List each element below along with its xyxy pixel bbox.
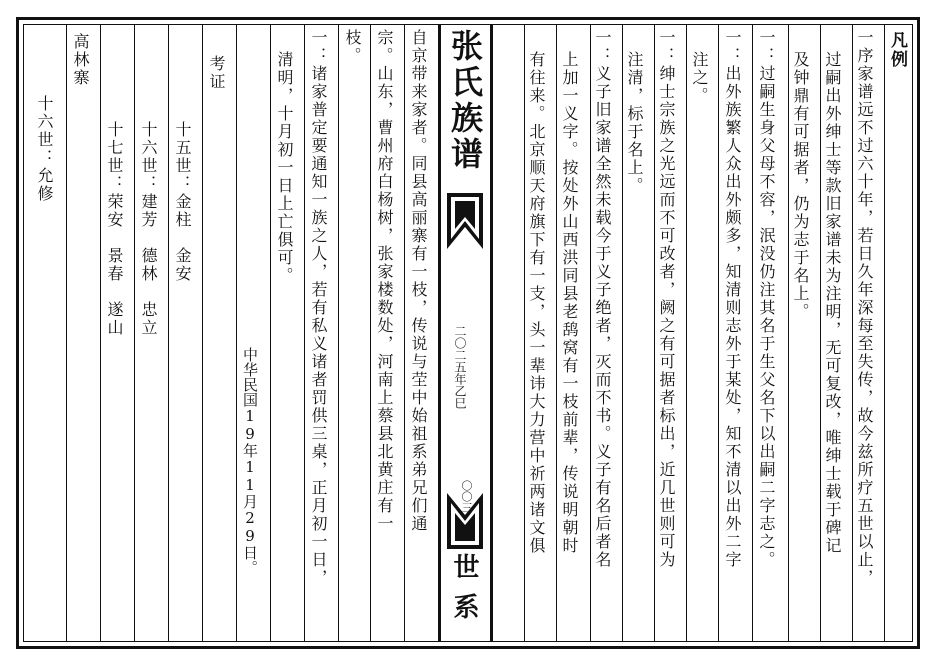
column-rule xyxy=(884,25,885,641)
left-line-2: 宗。山东，曹州府白杨树，张家楼数处，河南上蔡县北黄庄有一 xyxy=(375,29,394,533)
rule-line-6: 注之。 xyxy=(690,51,709,105)
column-rule xyxy=(686,25,687,641)
signature-date: 中华民国19年11月29日。 xyxy=(241,347,259,575)
column-rule xyxy=(820,25,821,641)
rule-line-2: 过嗣出外绅士等款旧家谱未为注明，无可复改，唯绅士载于碑记 xyxy=(823,51,842,555)
spine-rule-right xyxy=(490,25,493,641)
spine-section: 世系 xyxy=(449,553,479,633)
rule-line-11: 有往来。北京顺天府旗下有一支，头一辈讳大力营中祈两诸文俱 xyxy=(527,51,546,555)
left-line-5: 清明，十月初一日上亡俱可。 xyxy=(275,51,294,285)
page-inner-border xyxy=(23,24,913,642)
rule-line-3: 及钟鼎有可据者，仍为志于名上。 xyxy=(791,51,810,321)
lineage-village: 高林寨 xyxy=(71,33,90,87)
rule-line-9: 一：义子旧家谱全然未载今于义子绝者，灭而不书。义子有名后者名 xyxy=(593,29,612,569)
column-rule xyxy=(100,25,101,641)
lineage-gen15: 十五世：金柱 金安 xyxy=(173,121,192,283)
lineage-gen16-yunxiu: 十六世：允修 xyxy=(35,95,54,203)
spine-title: 张氏族谱 xyxy=(446,29,484,173)
page-frame xyxy=(16,17,920,649)
spine-date: 二〇二五年乙巳 xyxy=(453,325,467,409)
column-rule xyxy=(338,25,339,641)
column-rule xyxy=(66,25,67,641)
left-line-3: 枝。 xyxy=(343,29,362,65)
rule-line-8: 注清，标于名上。 xyxy=(625,51,644,195)
fishtail-top-icon xyxy=(447,193,483,249)
column-rule xyxy=(718,25,719,641)
column-rule xyxy=(202,25,203,641)
rule-line-5: 一：出外族繁人众出外颇多，知清则志外于某处，知不清以出外二字 xyxy=(723,29,742,569)
column-rule xyxy=(168,25,169,641)
column-rule xyxy=(556,25,557,641)
lineage-gen16: 十六世：建芳 德林 忠立 xyxy=(139,121,158,337)
column-rule xyxy=(270,25,271,641)
column-rule xyxy=(404,25,405,641)
column-rule xyxy=(654,25,655,641)
column-rule xyxy=(590,25,591,641)
lineage-gen17: 十七世：荣安 景春 遂山 xyxy=(105,121,124,337)
left-line-1: 自京带来家者。同县高丽寨有一枝，传说与茔中始祖系弟兄们通 xyxy=(409,29,428,533)
column-rule xyxy=(852,25,853,641)
fishtail-bottom-icon xyxy=(447,493,483,549)
column-rule xyxy=(236,25,237,641)
column-rule xyxy=(524,25,525,641)
fanli-heading: 凡例 xyxy=(887,31,907,69)
column-rule xyxy=(370,25,371,641)
left-line-4: 一：诸家普定要通知一族之人，若有私义诸者罚供三桌，正月初一日， xyxy=(309,29,328,587)
book-spine xyxy=(440,25,490,641)
kaozheng-label: 考证 xyxy=(207,55,226,91)
rule-line-7: 一：绅士宗族之光远而不可改者，阙之有可据者标出，近几世则可为 xyxy=(657,29,676,569)
rule-line-10: 上加一义字。按处外山西洪同县老鸹窝有一枝前辈，传说明朝时 xyxy=(560,51,579,555)
rule-line-4: 一：过嗣生身父母不容，泯没仍注其名于生父名下以出嗣二字志之。 xyxy=(757,29,776,569)
page-number-right: 〇〇三 xyxy=(460,480,473,513)
column-rule xyxy=(622,25,623,641)
column-rule xyxy=(788,25,789,641)
column-rule xyxy=(752,25,753,641)
rule-line-1: 一序家谱远不过六十年，若日久年深每至失传，故今兹所疗五世以止， xyxy=(855,29,874,587)
column-rule xyxy=(134,25,135,641)
column-rule xyxy=(304,25,305,641)
